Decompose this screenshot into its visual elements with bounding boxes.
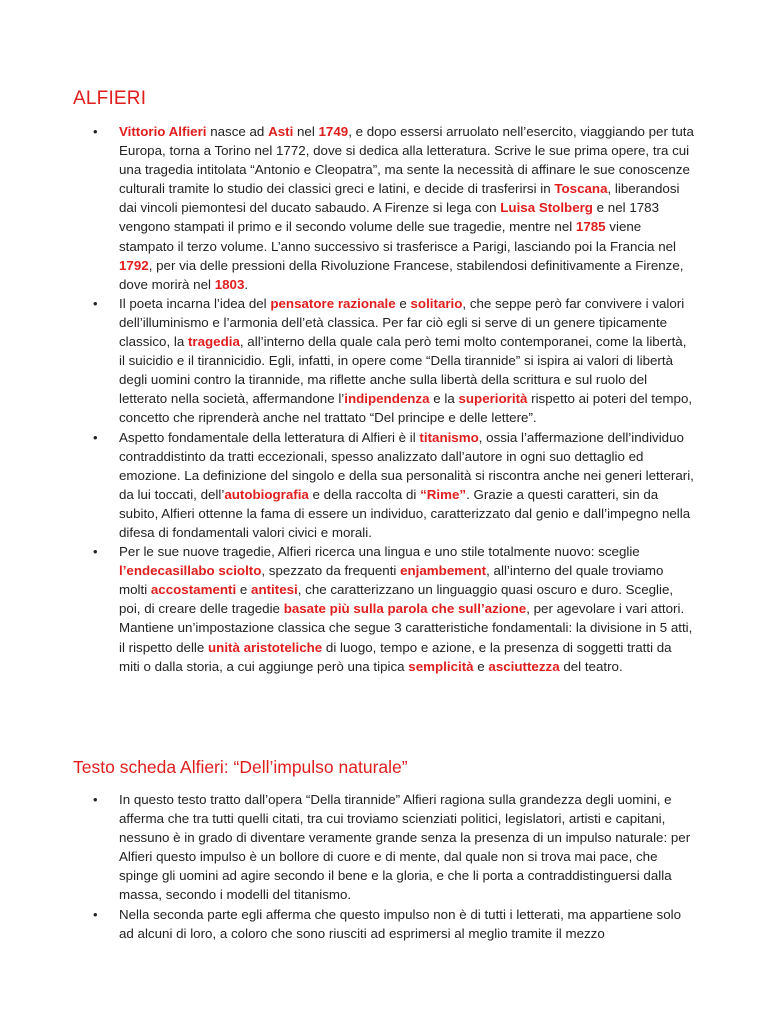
list-item-impulso-1 bbox=[0, 790, 695, 905]
list-item-impulso-2 bbox=[0, 905, 695, 943]
list-item-text bbox=[119, 296, 692, 426]
text-run: del teatro. bbox=[559, 658, 623, 674]
list-item-text bbox=[119, 907, 681, 941]
highlighted-term: indipendenza bbox=[344, 391, 430, 407]
text-run: , all’interno della quale cala però temi molto contemporanei, come la libertà, il suicidio e il tirannicidio. Egli, infatti, in opere come “Della tirannide” si ispira ai valori di libertà degli uomini contro la tirannide, ma riflette anche sulla libertà della scrittura e sul ruolo del letterato nella società, affermandone l’ bbox=[119, 334, 687, 407]
bullet-icon: • bbox=[93, 906, 98, 922]
text-run: . Grazie a questi caratteri, sin da subito, Alfieri ottenne la fama di essere un individuo, caratterizzato dal genio e dall’impegno nella difesa di fondamentali valori civici e morali. bbox=[119, 486, 691, 540]
list-item-text bbox=[119, 544, 692, 674]
list-item-poet-ideas bbox=[0, 294, 695, 428]
text-run: e bbox=[395, 295, 411, 311]
text-run: , per agevolare i vari attori. Mantiene un’impostazione classica che segue 3 caratteristiche fondamentali: la divisione in 5 atti, il rispetto delle bbox=[119, 601, 693, 655]
text-run: Per le sue nuove tragedie, Alfieri ricerca una lingua e uno stile totalmente nuovo: sceglie bbox=[119, 544, 640, 560]
bullet-icon: • bbox=[93, 124, 98, 139]
highlighted-term: antitesi bbox=[251, 582, 298, 598]
highlighted-term: 1792 bbox=[119, 257, 149, 273]
page-title: ALFIERI bbox=[73, 88, 147, 109]
highlighted-term: accostamenti bbox=[150, 582, 237, 598]
text-run: Il poeta incarna l’idea del bbox=[119, 295, 271, 311]
bullet-icon: • bbox=[93, 544, 98, 560]
highlighted-term: tragedia bbox=[187, 334, 240, 350]
section-impulso-list bbox=[0, 790, 768, 943]
highlighted-term: 1803 bbox=[214, 276, 245, 292]
highlighted-term: l’endecasillabo sciolto bbox=[119, 563, 262, 579]
list-item-text bbox=[119, 124, 694, 292]
highlighted-term: Vittorio Alfieri bbox=[119, 124, 207, 139]
text-run: e della raccolta di bbox=[308, 486, 421, 502]
list-item-style bbox=[0, 542, 695, 676]
text-run: nel bbox=[293, 124, 319, 139]
text-run: Aspetto fondamentale della letteratura di Alfieri è il bbox=[119, 429, 420, 445]
highlighted-term: unità aristoteliche bbox=[208, 639, 323, 655]
text-run: e bbox=[473, 658, 489, 674]
highlighted-term: basate più sulla parola che sull’azione bbox=[283, 601, 527, 617]
text-run: , che caratterizzano un linguaggio quasi oscuro e duro. Sceglie, poi, di creare delle tragedie bbox=[119, 582, 674, 617]
highlighted-term: 1749 bbox=[318, 124, 349, 139]
highlighted-term: Luisa Stolberg bbox=[500, 200, 593, 216]
text-run: , e dopo essersi arruolato nell’esercito, viaggiando per tuta Europa, torna a Torino nel 1772, dove si dedica alla letteratura. Scrive le sue prima opere, tra cui una tragedia intitolata “Antonio e Cleopatra”, ma sente la necessità di affinare le sue conoscenze culturali tramite lo studio dei classici greci e latini, e decide di trasferirsi in bbox=[119, 124, 694, 197]
text-run: viene stampato il terzo volume. L’anno successivo si trasferisce a Parigi, lasciando poi la Francia nel bbox=[119, 219, 676, 254]
highlighted-term: “Rime” bbox=[420, 486, 467, 502]
text-run: e bbox=[236, 582, 252, 598]
highlighted-term: Asti bbox=[268, 124, 294, 139]
text-run: , liberandosi dai vincoli piemontesi del ducato sabaudo. A Firenze si lega con bbox=[119, 181, 680, 216]
list-item-text bbox=[119, 430, 694, 540]
text-run: e la bbox=[429, 391, 459, 407]
text-run: , che seppe però far convivere i valori dell’illuminismo e l’armonia dell’età classica. Per far ciò egli si serve di un genere tipicamente classico, la bbox=[119, 295, 685, 350]
text-run: , ossia l’affermazione dell’individuo contraddistinto da tratti eccezionali, spesso analizzato dall’autore in ogni suo dettaglio ed emozione. La definizione del singolo e della sua personalità si riscontra anche nei generi letterari, da lui toccati, dell’ bbox=[119, 429, 694, 502]
text-run: , spezzato da frequenti bbox=[261, 563, 401, 579]
text-run: e nel 1783 vengono stampati il primo e il secondo volume delle sue tragedie, mentre nel bbox=[119, 200, 660, 235]
highlighted-term: Toscana bbox=[554, 181, 608, 197]
highlighted-term: 1785 bbox=[575, 219, 606, 235]
text-run: rispetto ai poteri del tempo, concetto che riprenderà anche nel trattato “Del principe e delle lettere”. bbox=[119, 391, 693, 426]
text-run: nasce ad bbox=[206, 124, 269, 139]
bullet-icon: • bbox=[93, 792, 98, 807]
bullet-icon: • bbox=[93, 295, 98, 311]
highlighted-term: semplicità bbox=[408, 658, 474, 674]
list-item-biography bbox=[0, 122, 695, 294]
highlighted-term: superiorità bbox=[458, 391, 528, 407]
text-run: In questo testo tratto dall’opera “Della tirannide” Alfieri ragiona sulla grandezza degli uomini, e afferma che tra tutti quelli citati, tra cui troviamo scienziati politici, legislatori, artisti e capitani, nessuno è in grado di diventare veramente grande senza la presenza di un impulso naturale: per Alfieri questo impulso è un bollore di cuore e di mente, dal quale non si trova mai pace, che spinge gli uomini ad agire secondo il bene e la gloria, e che li porta a contraddistinguersi dalla massa, secondo i modelli del titanismo. bbox=[119, 792, 691, 903]
text-run: Nella seconda parte egli afferma che questo impulso non è di tutti i letterati, ma appartiene solo ad alcuni di loro, a coloro che sono riusciti ad esprimersi al meglio tramite il mezzo bbox=[119, 906, 682, 941]
highlighted-term: titanismo bbox=[419, 429, 479, 445]
list-item-text bbox=[119, 792, 690, 902]
highlighted-term: solitario bbox=[410, 295, 463, 311]
highlighted-term: enjambement bbox=[400, 563, 487, 579]
bullet-icon: • bbox=[93, 429, 98, 445]
highlighted-term: asciuttezza bbox=[488, 658, 560, 674]
text-run: , all’interno del quale troviamo molti bbox=[119, 563, 664, 598]
list-item-titanismo bbox=[0, 428, 695, 543]
text-run: . bbox=[244, 276, 249, 292]
text-run: di luogo, tempo e azione, e la presenza di soggetti tratti da miti o dalla storia, a cui aggiunge però una tipica bbox=[119, 639, 672, 674]
highlighted-term: pensatore razionale bbox=[270, 295, 396, 311]
text-run: , per via delle pressioni della Rivoluzione Francese, stabilendosi definitivamente a Firenze, dove morirà nel bbox=[119, 257, 684, 292]
section-alfieri-list bbox=[0, 122, 768, 676]
section-heading: Testo scheda Alfieri: “Dell’impulso naturale” bbox=[73, 757, 408, 777]
highlighted-term: autobiografia bbox=[224, 486, 309, 502]
